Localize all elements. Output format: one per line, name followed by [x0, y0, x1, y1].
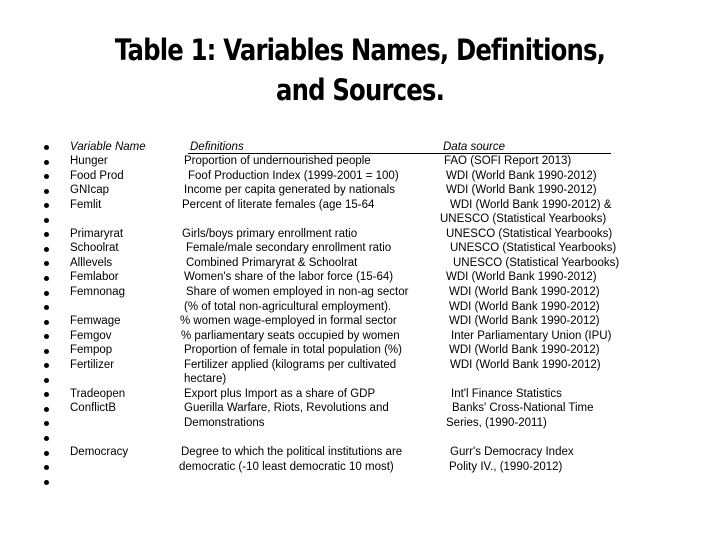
- data-source-cell: WDI (World Bank 1990-2012): [446, 184, 597, 197]
- bullet-dot: [44, 465, 49, 470]
- variable-name-cell: Schoolrat: [70, 242, 119, 255]
- definition-cell: Foof Production Index (1999-2001 = 100): [188, 169, 399, 182]
- header-definitions: Definitions: [190, 141, 244, 153]
- bullet-dot: [44, 218, 49, 223]
- data-source-cell: WDI (World Bank 1990-2012): [449, 315, 600, 328]
- bullet-dot: [44, 421, 49, 426]
- data-source-cell: Gurr's Democracy Index: [450, 446, 574, 458]
- bullet-dot: [44, 305, 49, 310]
- title-line-2: and Sources.: [276, 73, 444, 107]
- bullet-dot: [44, 291, 49, 296]
- data-source-cell: WDI (World Bank 1990-2012): [449, 300, 600, 313]
- bullet-dot: [44, 145, 49, 150]
- definition-cell: Proportion of undernourished people: [184, 155, 371, 167]
- data-source-cell: Int'l Finance Statistics: [451, 387, 562, 400]
- data-source-cell: WDI (World Bank 1990-2012): [449, 344, 600, 357]
- data-source-cell: UNESCO (Statistical Yearbooks): [450, 242, 617, 255]
- definition-cell: Share of women employed in non-ag sector: [186, 285, 409, 298]
- variable-name-cell: Femnonag: [70, 285, 125, 298]
- bullet-dot: [44, 334, 49, 339]
- bullet-dot: [44, 189, 49, 194]
- bullet-dot: [44, 203, 49, 208]
- bullet-dot: [44, 363, 49, 368]
- definition-cell: Demonstrations: [184, 416, 265, 429]
- variable-name-cell: Femlabor: [70, 271, 119, 284]
- variable-name-cell: Alllevels: [70, 256, 113, 269]
- variable-name-cell: Democracy: [70, 446, 129, 458]
- bullet-dot: [44, 349, 49, 354]
- definition-cell: % parliamentary seats occupied by women: [181, 329, 400, 342]
- variable-name-cell: Femwage: [70, 315, 121, 328]
- definition-cell: hectare): [184, 373, 227, 386]
- data-source-cell: Banks' Cross-National Time: [452, 402, 594, 415]
- data-source-cell: UNESCO (Statistical Yearbooks): [440, 213, 607, 226]
- data-source-cell: UNESCO (Statistical Yearbooks): [453, 256, 620, 269]
- data-source-cell: UNESCO (Statistical Yearbooks): [446, 227, 613, 240]
- definition-cell: % women wage-employed in formal sector: [180, 315, 397, 328]
- bullet-dot: [44, 392, 49, 397]
- bullet-dot: [44, 276, 49, 281]
- definition-cell: Girls/boys primary enrollment ratio: [182, 227, 358, 240]
- slide-title: [108, 30, 612, 110]
- definition-cell: Income per capita generated by nationals: [184, 184, 395, 197]
- variable-name-cell: Hunger: [70, 155, 108, 167]
- data-source-cell: Series, (1990-2011): [446, 416, 547, 429]
- data-source-cell: WDI (World Bank 1990-2012): [446, 271, 597, 284]
- variable-name-cell: ConflictB: [70, 402, 117, 415]
- data-source-cell: WDI (World Bank 1990-2012) &: [450, 198, 612, 211]
- definition-cell: Female/male secondary enrollment ratio: [186, 242, 392, 255]
- variable-name-cell: Fertilizer: [70, 358, 115, 371]
- title-line-1: Table 1: Variables Names, Definitions,: [114, 33, 606, 67]
- variable-name-cell: Primaryrat: [70, 227, 124, 240]
- definition-cell: Women's share of the labor force (15-64): [184, 271, 394, 284]
- header-data-source: Data source: [443, 141, 506, 153]
- definition-cell: Export plus Import as a share of GDP: [184, 387, 376, 400]
- data-source-cell: Polity IV., (1990-2012): [449, 460, 563, 473]
- definition-cell: Fertilizer applied (kilograms per cultivated: [184, 358, 397, 371]
- definition-cell: democratic (-10 least democratic 10 most): [179, 460, 394, 473]
- variable-name-cell: Femlit: [70, 198, 102, 211]
- header-variable-name: Variable Name: [70, 141, 146, 153]
- data-source-cell: WDI (World Bank 1990-2012): [446, 169, 597, 182]
- bullet-dot: [44, 451, 49, 456]
- data-source-cell: Inter Parliamentary Union (IPU): [451, 329, 612, 342]
- bullet-dot: [44, 436, 49, 441]
- data-source-cell: WDI (World Bank 1990-2012): [449, 285, 600, 298]
- bullet-dot: [44, 174, 49, 179]
- definition-cell: Percent of literate females (age 15-64: [182, 198, 375, 211]
- definition-cell: Proportion of female in total population (%): [184, 344, 402, 357]
- bullet-dot: [44, 320, 49, 325]
- variable-name-cell: GNIcap: [70, 184, 109, 197]
- variable-name-cell: Femgov: [70, 329, 112, 342]
- variable-name-cell: Tradeopen: [70, 387, 126, 400]
- bullet-dot: [44, 407, 49, 412]
- variable-name-cell: Food Prod: [70, 169, 124, 182]
- definition-cell: Degree to which the political institutions are: [181, 446, 403, 458]
- definition-cell: Guerilla Warfare, Riots, Revolutions and: [184, 402, 389, 415]
- bullet-dot: [44, 247, 49, 252]
- definition-cell: Combined Primaryrat & Schoolrat: [186, 256, 358, 269]
- bullet-dot: [44, 480, 49, 485]
- data-source-cell: FAO (SOFI Report 2013): [444, 155, 572, 167]
- data-source-cell: WDI (World Bank 1990-2012): [450, 358, 601, 371]
- bullet-dot: [44, 378, 49, 383]
- bullet-dot: [44, 232, 49, 237]
- bullet-dot: [44, 160, 49, 165]
- bullet-dot: [44, 261, 49, 266]
- variable-name-cell: Fempop: [70, 344, 113, 357]
- definition-cell: (% of total non-agricultural employment).: [184, 300, 392, 313]
